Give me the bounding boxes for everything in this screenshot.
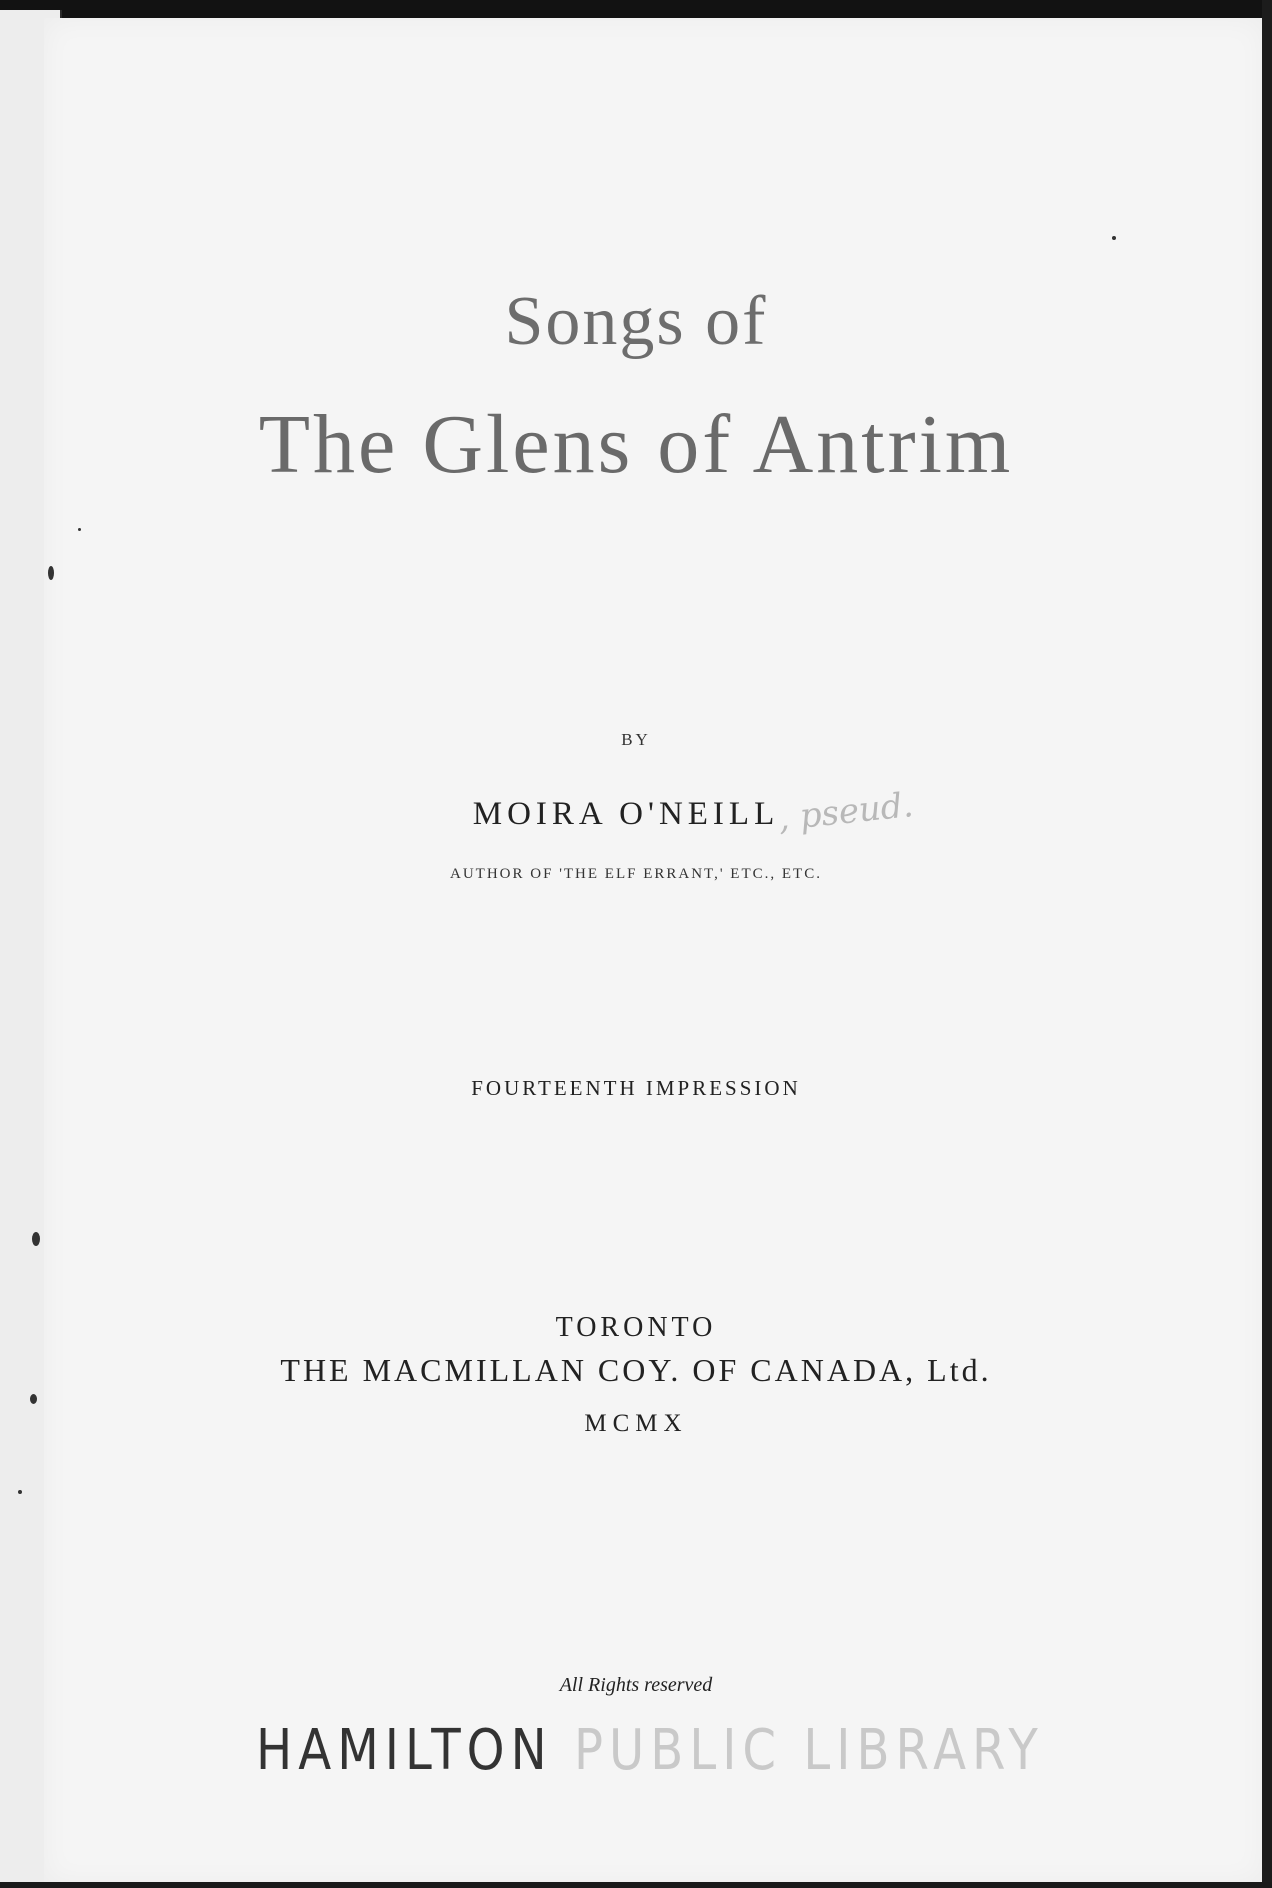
- book-title-line-2: The Glens of Antrim: [258, 398, 1014, 491]
- publisher-name: THE MACMILLAN COY. OF CANADA, Ltd.: [280, 1352, 992, 1388]
- publication-year: MCMX: [584, 1410, 688, 1437]
- publication-place: TORONTO: [555, 1312, 717, 1343]
- book-title-line-1: Songs of: [504, 283, 768, 360]
- handwritten-annotation: , pseud.: [776, 785, 916, 839]
- library-stamp: [256, 1718, 1044, 1784]
- library-stamp-faded-text: PUBLIC LIBRARY: [552, 1718, 1044, 1783]
- author-name: MOIRA O'NEILL: [472, 796, 780, 832]
- impression-label: FOURTEENTH IMPRESSION: [471, 1076, 801, 1100]
- rights-notice: All Rights reserved: [559, 1674, 713, 1696]
- by-label: BY: [621, 730, 651, 749]
- author-row: [0, 796, 1272, 833]
- bottom-page-edge: [0, 1882, 1272, 1888]
- author-credits: AUTHOR OF 'THE ELF ERRANT,' ETC., ETC.: [450, 866, 822, 882]
- library-stamp-dark-text: HAMILTON: [256, 1718, 553, 1783]
